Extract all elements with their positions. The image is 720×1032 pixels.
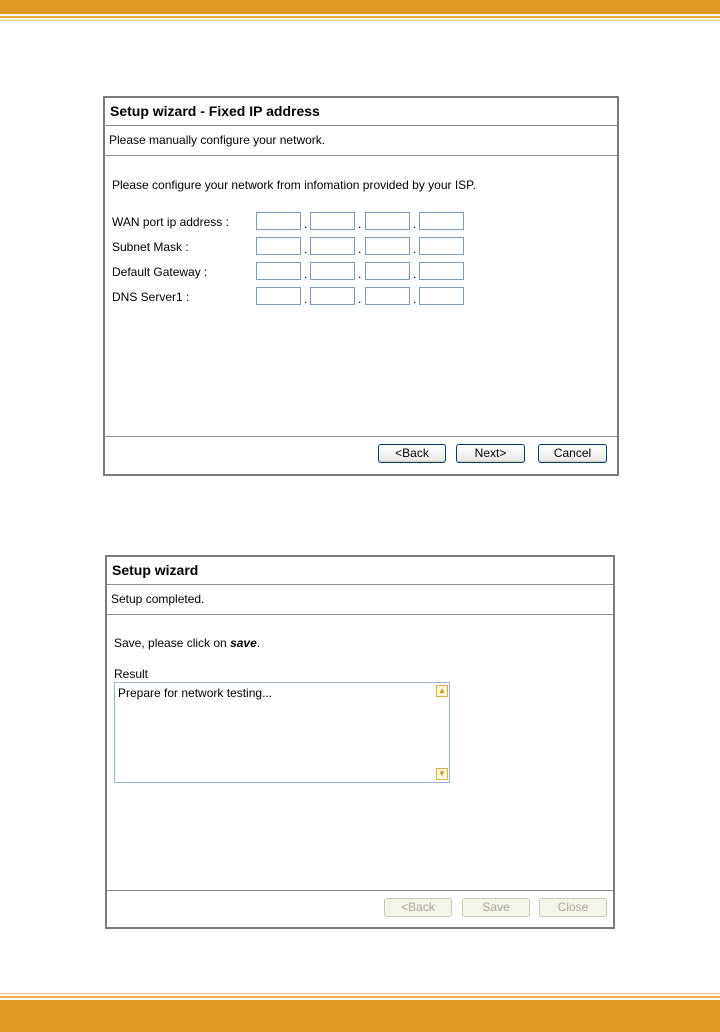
wizard-body [105,156,617,437]
save-instruction-text: Save, please click on [114,636,231,650]
setup-completed-wizard-panel [105,555,615,929]
wan-ip-octet-2[interactable] [310,212,355,230]
default-gateway-octet-2[interactable] [310,262,355,280]
result-label: Result [114,667,149,681]
bottom-band-line-thin [0,993,720,994]
dot-separator: . [358,267,362,281]
result-text: Prepare for network testing... [118,686,273,700]
save-instruction [114,636,260,650]
default-gateway-octet-3[interactable] [365,262,410,280]
save-instruction-end: . [256,636,261,650]
bottom-band-line [0,996,720,998]
top-band [0,0,720,14]
dns-server1-label: DNS Server1 : [112,290,190,304]
wizard-body [107,615,613,891]
dot-separator: . [358,217,362,231]
dot-separator: . [358,292,362,306]
dot-separator: . [304,242,308,256]
scroll-down-icon[interactable]: ▼ [436,768,448,780]
subnet-mask-octet-2[interactable] [310,237,355,255]
back-button[interactable]: <Back [384,898,452,917]
subnet-mask-octet-1[interactable] [256,237,301,255]
wan-ip-octet-1[interactable] [256,212,301,230]
back-button[interactable]: <Back [378,444,446,463]
wan-ip-octet-3[interactable] [365,212,410,230]
save-keyword: save [230,636,257,650]
dns-server1-octet-3[interactable] [365,287,410,305]
dns-server1-octet-1[interactable] [256,287,301,305]
dns-server1-octet-2[interactable] [310,287,355,305]
next-button[interactable]: Next> [456,444,525,463]
wan-ip-label: WAN port ip address : [112,215,229,229]
dot-separator: . [413,217,417,231]
close-button[interactable]: Close [539,898,607,917]
scroll-up-icon[interactable]: ▲ [436,685,448,697]
cancel-button[interactable]: Cancel [538,444,607,463]
result-textarea[interactable] [114,682,450,783]
wizard-title: Setup wizard - Fixed IP address [105,98,617,126]
fixed-ip-wizard-panel [103,96,619,476]
dot-separator: . [413,292,417,306]
dot-separator: . [413,267,417,281]
wizard-intro: Please configure your network from infomation provided by your ISP. [112,178,476,192]
save-button[interactable]: Save [462,898,530,917]
dot-separator: . [304,217,308,231]
dot-separator: . [304,267,308,281]
wizard-footer [107,891,613,927]
wizard-footer [105,437,617,473]
wan-ip-octet-4[interactable] [419,212,464,230]
dot-separator: . [304,292,308,306]
subnet-mask-octet-3[interactable] [365,237,410,255]
subnet-mask-octet-4[interactable] [419,237,464,255]
dot-separator: . [413,242,417,256]
subnet-mask-label: Subnet Mask : [112,240,189,254]
default-gateway-label: Default Gateway : [112,265,208,279]
wizard-subtitle: Setup completed. [107,585,613,615]
bottom-band [0,1000,720,1032]
wizard-title: Setup wizard [107,557,613,585]
top-band-line-thin [0,20,720,21]
default-gateway-octet-1[interactable] [256,262,301,280]
dot-separator: . [358,242,362,256]
default-gateway-octet-4[interactable] [419,262,464,280]
dns-server1-octet-4[interactable] [419,287,464,305]
top-band-line [0,16,720,18]
wizard-subtitle: Please manually configure your network. [105,126,617,156]
